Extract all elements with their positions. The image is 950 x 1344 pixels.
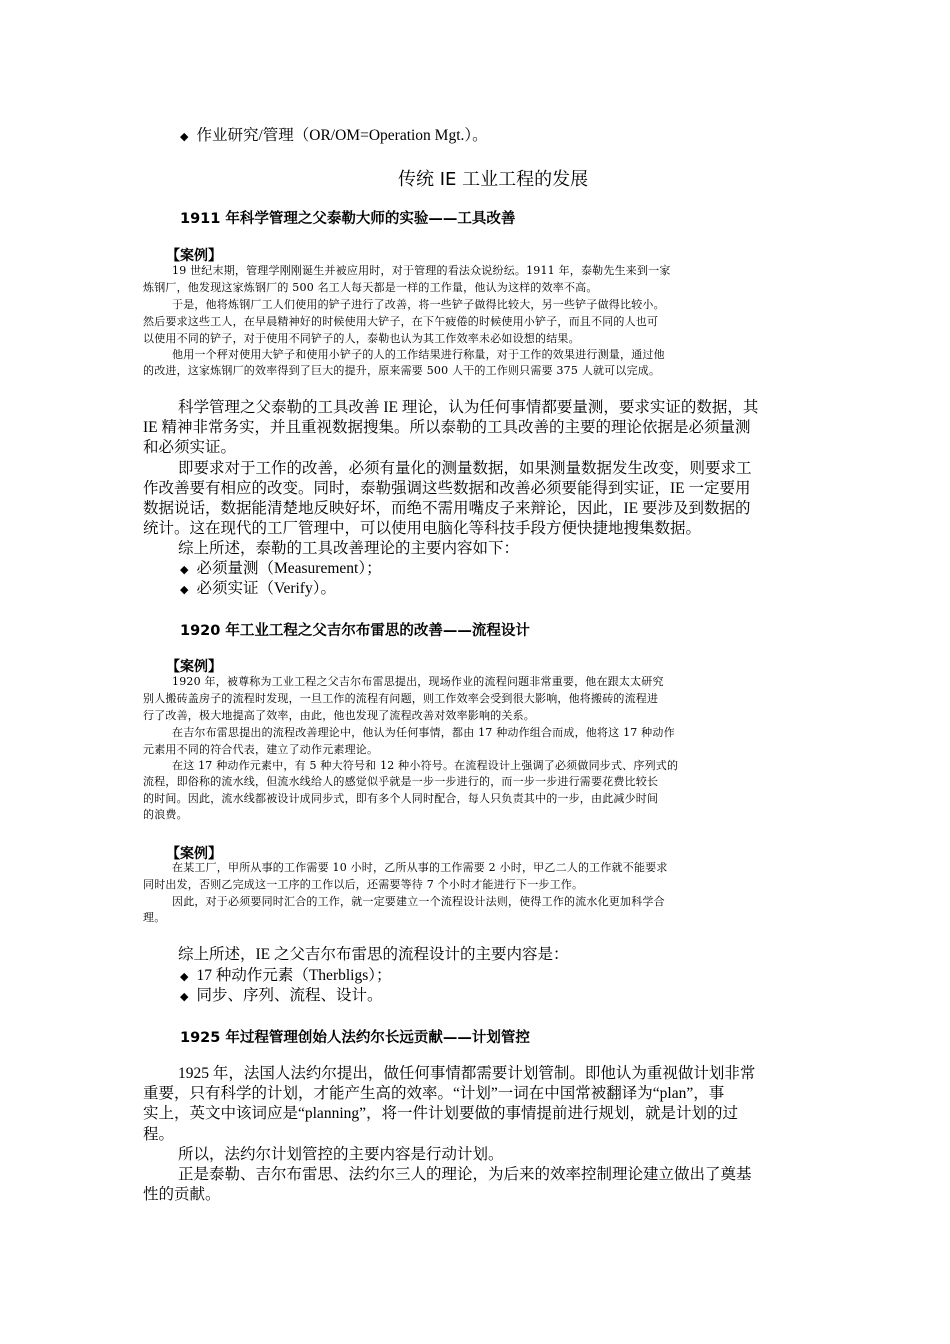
bullet-item — [180, 579, 336, 600]
diamond-bullet-icon: ◆ — [180, 971, 189, 983]
top-bullet-text: 作业研究/管理（OR/OM=Operation Mgt.）。 — [196, 127, 488, 144]
case-line: 在这 17 种动作元素中，有 5 种大符号和 12 种小符号。在流程设计上强调了必须做同步式、序列式的 — [172, 759, 679, 772]
paragraph-line: 作改善要有相应的改变。同时，泰勒强调这些数据和改善必须要能得到实证，IE 一定要用 — [143, 480, 751, 497]
paragraph-line: 科学管理之父泰勒的工具改善 IE 理论，认为任何事情都要量测，要求实证的数据，其 — [178, 399, 759, 416]
section-1-heading: 1911 年科学管理之父泰勒大师的实验——工具改善 — [180, 211, 516, 227]
section-2-heading: 1920 年工业工程之父吉尔布雷思的改善——流程设计 — [180, 623, 530, 639]
diamond-bullet-icon: ◆ — [180, 131, 189, 143]
case-line: 的时间。因此，流水线都被设计成同步式，即有多个人同时配合，每人只负责其中的一步，由此减少时间 — [143, 792, 659, 805]
diamond-bullet-icon: ◆ — [180, 584, 189, 596]
case-line: 理。 — [143, 911, 166, 924]
case-line: 在吉尔布雷思提出的流程改善理论中，他认为任何事情，都由 17 种动作组合而成，他将这 17 种动作 — [172, 726, 675, 739]
paragraph-line: 和必须实证。 — [143, 439, 237, 456]
case-line: 元素用不同的符合代表，建立了动作元素理论。 — [143, 743, 379, 756]
diamond-bullet-icon: ◆ — [180, 564, 189, 576]
paragraph-line: 统计。这在现代的工厂管理中，可以使用电脑化等科技手段方便快捷地搜集数据。 — [143, 520, 702, 537]
case-line: 然后要求这些工人，在早晨精神好的时候使用大铲子，在下午疲倦的时候使用小铲子，而且不同的人也可 — [143, 315, 659, 328]
case-line: 流程，即俗称的流水线，但流水线给人的感觉似乎就是一步一步进行的，而一步一步进行需要花费比较长 — [143, 775, 659, 788]
case-line: 别人搬砖盖房子的流程时发现，一旦工作的流程有问题，则工作效率会受到很大影响，他将搬砖的流程进 — [143, 692, 659, 705]
paragraph-line: 正是泰勒、吉尔布雷思、法约尔三人的理论，为后来的效率控制理论建立做出了奠基 — [178, 1166, 752, 1183]
paragraph-line: 数据说话，数据能清楚地反映好坏，而绝不需用嘴皮子来辩论，因此，IE 要涉及到数据的 — [143, 500, 751, 517]
case-line: 的浪费。 — [143, 808, 188, 821]
case-line: 的改进，这家炼钢厂的效率得到了巨大的提升，原来需要 500 人干的工作则只需要 375 人就可以完成。 — [143, 364, 661, 377]
bullet-text: 必须实证（Verify）。 — [196, 580, 336, 597]
bullet-item — [180, 559, 382, 580]
paragraph-line: 即要求对于工作的改善，必须有量化的测量数据，如果测量数据发生改变，则要求工 — [178, 460, 752, 477]
paragraph-line: 所以，法约尔计划管控的主要内容是行动计划。 — [178, 1146, 504, 1163]
paragraph-line: 综上所述，泰勒的工具改善理论的主要内容如下： — [178, 540, 520, 557]
case-line: 于是，他将炼钢厂工人们使用的铲子进行了改善，将一些铲子做得比较大，另一些铲子做得比较小。 — [172, 298, 665, 311]
top-bullet-item — [180, 126, 488, 147]
case-line: 以使用不同的铲子，对于使用不同铲子的人，泰勒也认为其工作效率未必如设想的结果。 — [143, 332, 580, 345]
paragraph-line: 1925 年，法国人法约尔提出，做任何事情都需要计划管制。即他认为重视做计划非常 — [178, 1065, 756, 1082]
page-title: 传统 IE 工业工程的发展 — [398, 169, 589, 190]
case-line: 同时出发，否则乙完成这一工序的工作以后，还需要等待 7 个小时才能进行下一步工作。 — [143, 878, 584, 891]
case-line: 因此，对于必须要同时汇合的工作，就一定要建立一个流程设计法则，使得工作的流水化更加科学合 — [172, 895, 665, 908]
bullet-item — [180, 986, 382, 1007]
section-3-heading: 1925 年过程管理创始人法约尔长远贡献——计划管控 — [180, 1030, 530, 1046]
case-line: 他用一个秤对使用大铲子和使用小铲子的人的工作结果进行称量，对于工作的效果进行测量，通过他 — [172, 348, 665, 361]
section-2-case-label: 【案例】 — [166, 659, 222, 675]
summary-line: 综上所述，IE 之父吉尔布雷思的流程设计的主要内容是： — [178, 946, 569, 963]
paragraph-line: 性的贡献。 — [143, 1186, 221, 1203]
section-2-case-label-2: 【案例】 — [166, 846, 222, 862]
case-line: 19 世纪末期，管理学刚刚诞生并被应用时，对于管理的看法众说纷纭。1911 年，泰勒先生来到一家 — [172, 264, 671, 277]
diamond-bullet-icon: ◆ — [180, 991, 189, 1003]
bullet-text: 必须量测（Measurement）； — [196, 560, 382, 577]
bullet-item — [180, 966, 392, 987]
case-line: 行了改善，极大地提高了效率，由此，他也发现了流程改善对效率影响的关系。 — [143, 709, 535, 722]
paragraph-line: IE 精神非常务实，并且重视数据搜集。所以泰勒的工具改善的主要的理论依据是必须量测 — [143, 419, 751, 436]
paragraph-line: 重要，只有科学的计划，才能产生高的效率。“计划”一词在中国常被翻译为“plan”，事 — [143, 1085, 725, 1102]
case-line: 在某工厂，甲所从事的工作需要 10 小时，乙所从事的工作需要 2 小时，甲乙二人的工作就不能要求 — [172, 861, 668, 874]
paragraph-line: 程。 — [143, 1126, 175, 1143]
case-line: 1920 年，被尊称为工业工程之父吉尔布雷思提出，现场作业的流程问题非常重要，他在跟太太研究 — [172, 675, 664, 688]
section-1-case-label: 【案例】 — [166, 248, 222, 264]
case-line: 炼钢厂，他发现这家炼钢厂的 500 名工人每天都是一样的工作量，他认为这样的效率不高。 — [143, 281, 598, 294]
bullet-text: 17 种动作元素（Therbligs）； — [196, 967, 392, 984]
bullet-text: 同步、序列、流程、设计。 — [196, 987, 383, 1004]
paragraph-line: 实上，英文中该词应是“planning”，将一件计划要做的事情提前进行规划，就是计划的过 — [143, 1105, 739, 1122]
